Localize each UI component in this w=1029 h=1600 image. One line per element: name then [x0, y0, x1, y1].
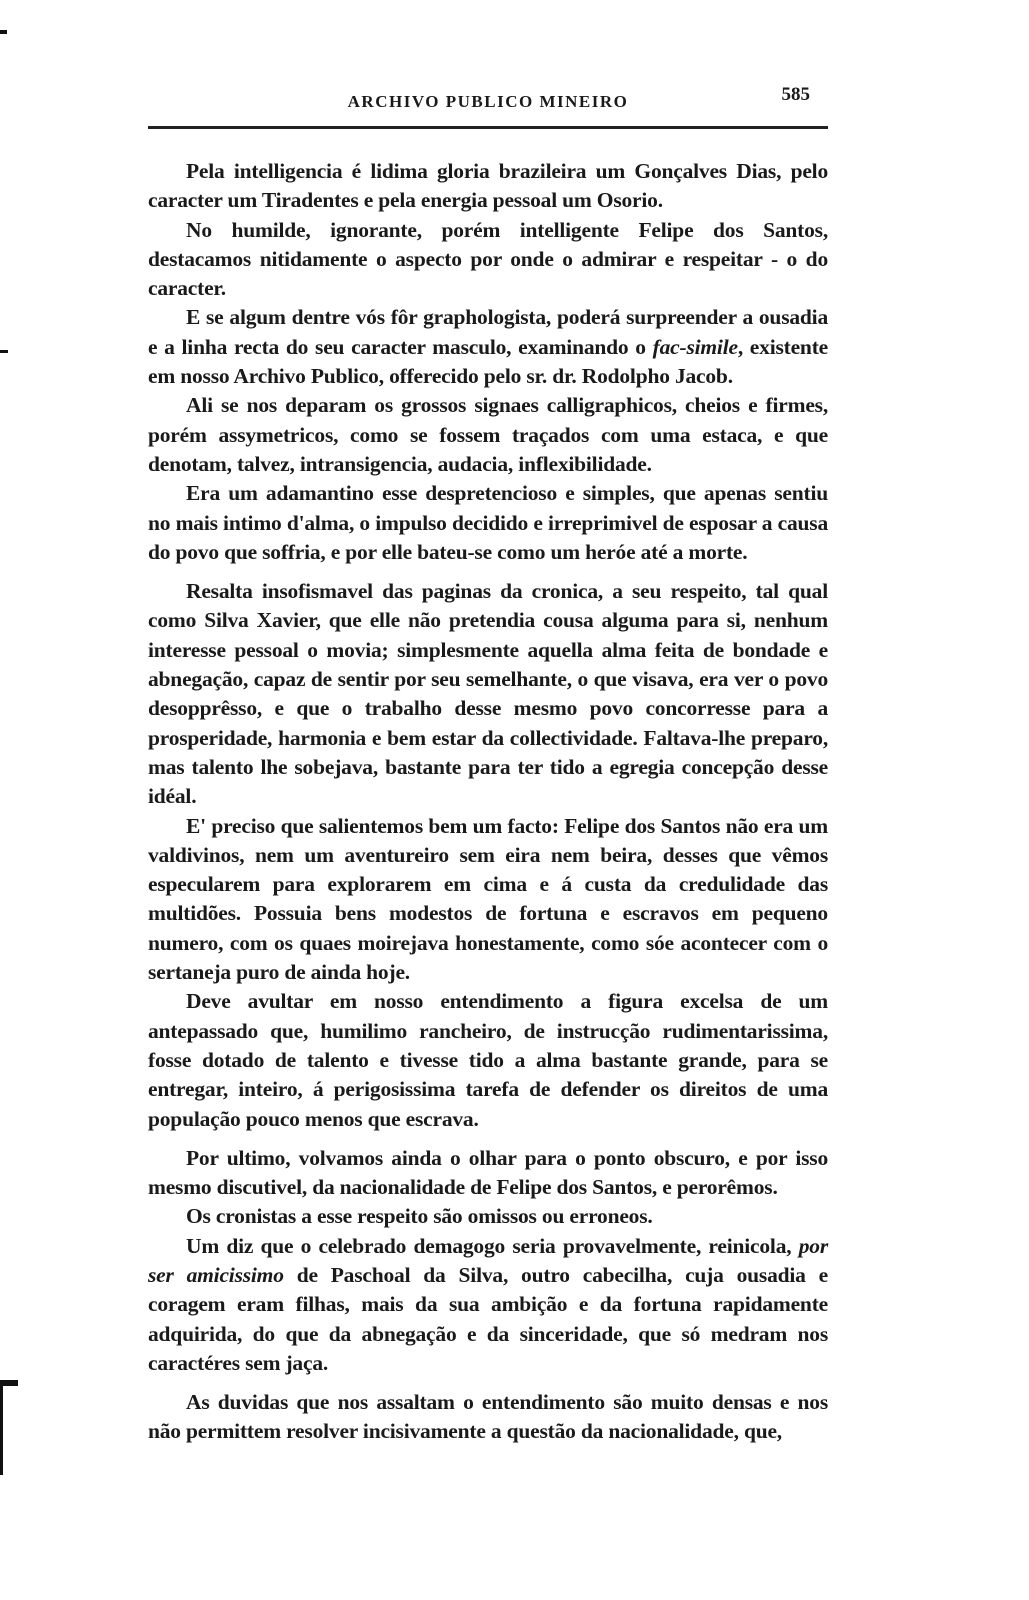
paragraph: E' preciso que salientemos bem um facto: Felipe dos Santos não era um valdivinos, nem um aventureiro sem eira nem beira, desses que vêmos especularem para explorarem em cima e á custa da credulidade das multidões. Possuia bens modestos de fortuna e escravos em pequeno numero, com os quaes moirejava honestamente, como sóe acontecer com o sertaneja puro de ainda hoje.	[148, 813, 828, 985]
scan-mark	[0, 1380, 3, 1475]
italic-text: fac-simile	[652, 334, 738, 359]
running-title: ARCHIVO PUBLICO MINEIRO	[347, 92, 629, 111]
paragraph: As duvidas que nos assaltam o entendimento são muito densas e nos não permittem resolver incisivamente a questão da nacionalidade, que,	[148, 1390, 828, 1444]
scan-mark	[0, 30, 7, 34]
paragraph: Deve avultar em nosso entendimento a figura excelsa de um antepassado que, humilimo rancheiro, de instrucção rudimentarissima, fosse dotado de talento e tivesse tido a alma bastante grande, para se entregar, inteiro, á perigosissima tarefa de defender os direitos de uma população pouco menos que escrava.	[148, 989, 828, 1131]
paragraph: Resalta insofismavel das paginas da cronica, a seu respeito, tal qual como Silva Xavier, que elle não pretendia cousa alguma para si, nenhum interesse pessoal o movia; simplesmente aquella alma feita de bondade e abnegação, capaz de sentir por seu semelhante, o que visava, era ver o povo desopprêsso, e que o trabalho desse mesmo povo concorresse para a prosperidade, harmonia e bem estar da collectividade. Faltava-lhe preparo, mas talento lhe sobejava, bastante para ter tido a egregia concepção desse idéal.	[148, 579, 828, 809]
paragraph: Os cronistas a esse respeito são omissos ou erroneos.	[186, 1204, 653, 1229]
scan-mark	[0, 350, 8, 353]
paragraph: E se algum dentre vós fôr graphologista, poderá surpreender a ousadia e a linha recta do seu caracter masculo, examinando o fac-simile, existente em nosso Archivo Publico, offerecido pelo sr. dr. Rodolpho Jacob.	[148, 305, 828, 389]
paragraph: No humilde, ignorante, porém intelligente Felipe dos Santos, destacamos nitidamente o aspecto por onde o admirar e respeitar - o do caracter.	[148, 217, 828, 301]
document-page	[148, 78, 828, 1447]
paragraph: Um diz que o celebrado demagogo seria provavelmente, reinicola, por ser amicissimo de Paschoal da Silva, outro cabecilha, cuja ousadia e coragem eram filhas, mais da sua ambição e da fortuna rapidamente adquirida, do que da abnegação e da sinceridade, que só medram nos caractéres sem jaça.	[148, 1233, 828, 1375]
paragraph: Por ultimo, volvamos ainda o olhar para o ponto obscuro, e por isso mesmo discutivel, da nacionalidade de Felipe dos Santos, e perorêmos.	[148, 1145, 828, 1200]
paragraph: Ali se nos deparam os grossos signaes calligraphicos, cheios e firmes, porém assymetricos, como se fossem traçados com uma estaca, e que denotam, talvez, intransigencia, audacia, inflexibilidade.	[148, 393, 828, 476]
page-number: 585	[781, 84, 810, 105]
page-header	[148, 78, 828, 129]
paragraph: Era um adamantino esse despretencioso e simples, que apenas sentiu no mais intimo d'alma, o impulso decidido e irreprimivel de esposar a causa do povo que soffria, e por elle bateu-se como um heróe até a morte.	[148, 481, 828, 564]
document-body	[148, 157, 828, 1447]
paragraph: Pela intelligencia é lidima gloria brazileira um Gonçalves Dias, pelo caracter um Tiradentes e pela energia pessoal um Osorio.	[148, 159, 828, 213]
italic-text: por ser amicissimo	[148, 1233, 828, 1287]
